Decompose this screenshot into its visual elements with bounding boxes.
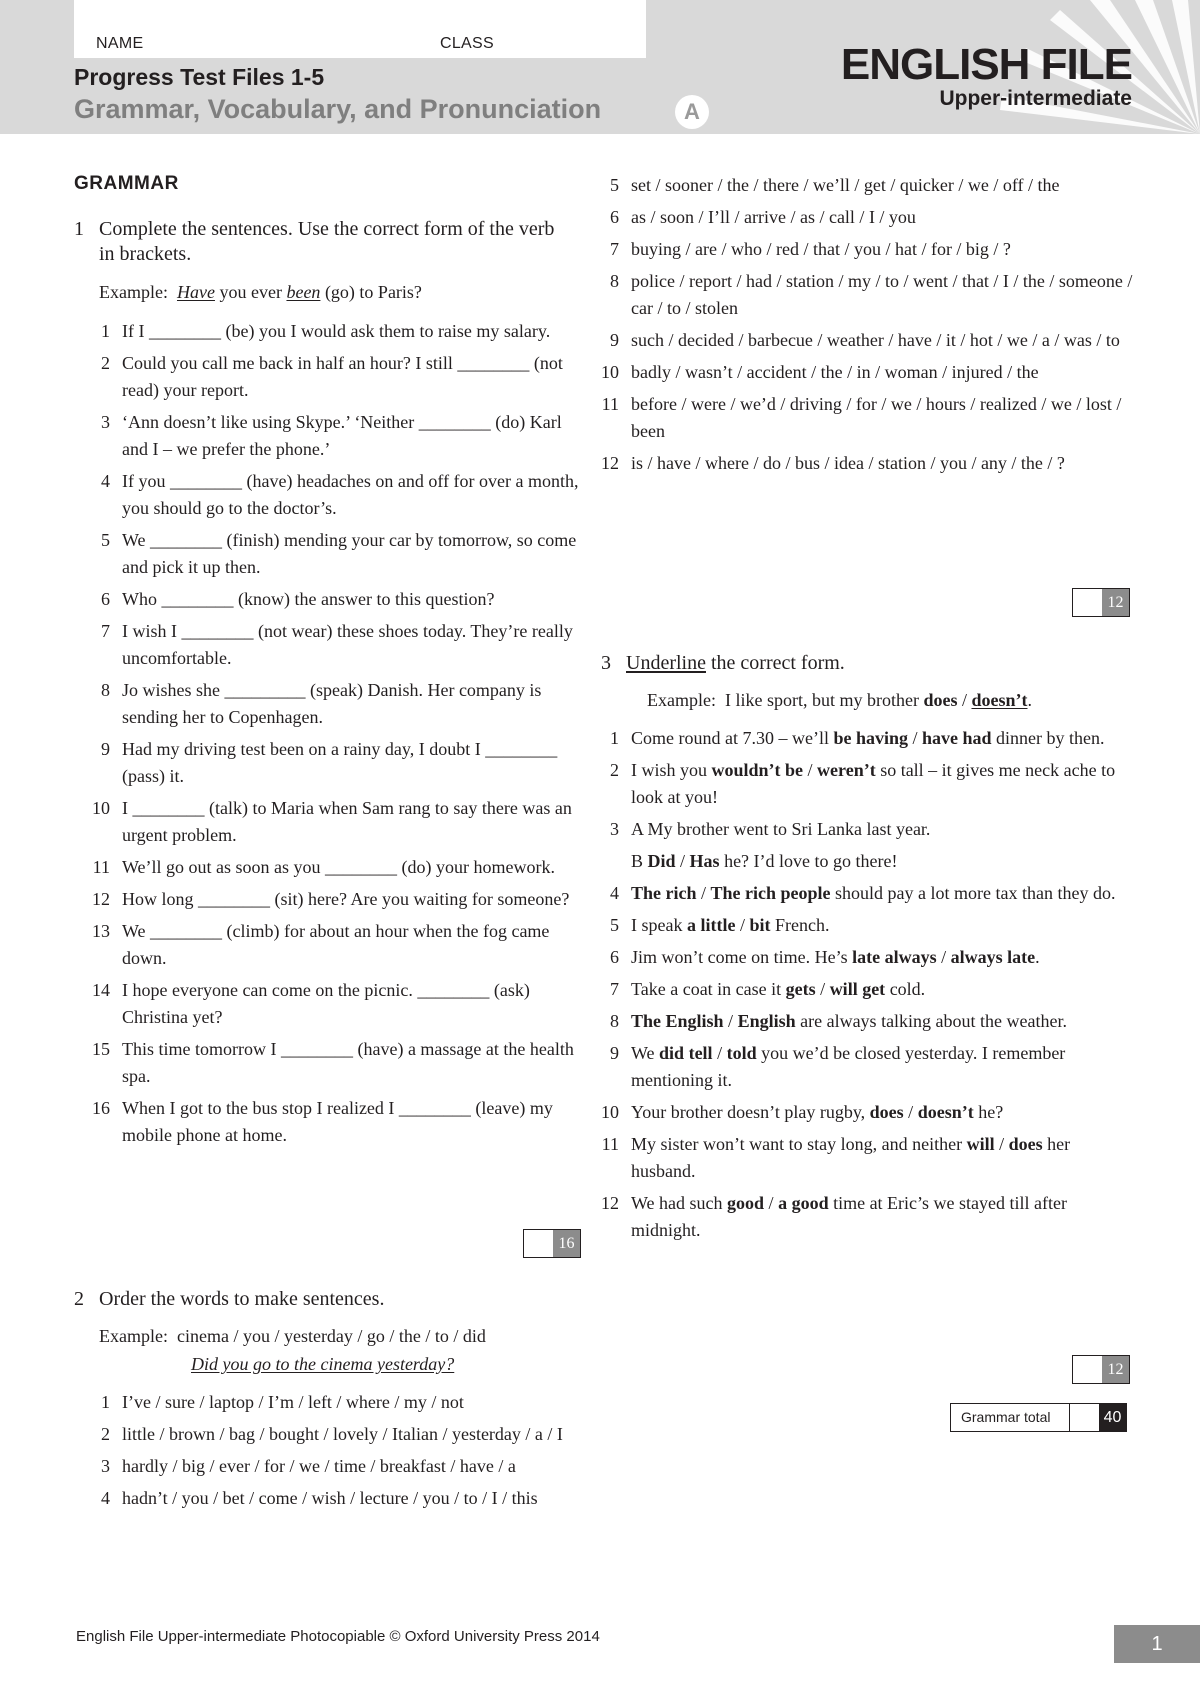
item-number: 7 bbox=[101, 621, 110, 641]
list-item bbox=[74, 1453, 584, 1480]
list-item bbox=[583, 944, 1133, 971]
list-item bbox=[583, 1131, 1133, 1185]
q1-score-box[interactable] bbox=[523, 1229, 581, 1258]
item-text: Take a coat in case it bbox=[631, 979, 786, 999]
item-number: 10 bbox=[92, 798, 110, 818]
list-item bbox=[583, 1008, 1133, 1035]
option-choice[interactable]: gets bbox=[785, 979, 816, 999]
option-choice[interactable]: The rich bbox=[631, 883, 697, 903]
item-number: 2 bbox=[101, 1424, 110, 1444]
item-text: / bbox=[675, 851, 690, 871]
option-choice[interactable]: have had bbox=[922, 728, 992, 748]
list-item bbox=[74, 795, 584, 849]
q3-score-box[interactable] bbox=[1072, 1355, 1130, 1384]
item-number: 2 bbox=[610, 760, 619, 780]
item-number: 8 bbox=[101, 680, 110, 700]
list-item bbox=[583, 391, 1133, 445]
brand-title: ENGLISH FILE bbox=[840, 40, 1132, 89]
list-item bbox=[583, 816, 1133, 843]
item-text: Could you call me back in half an hour? I still ________ (not read) your report. bbox=[122, 353, 563, 400]
item-text: Jo wishes she _________ (speak) Danish. Her company is sending her to Copenhagen. bbox=[122, 680, 542, 727]
option-choice[interactable]: doesn’t bbox=[917, 1102, 974, 1122]
list-item bbox=[74, 736, 584, 790]
item-text: I hope everyone can come on the picnic. ________ (ask) Christina yet? bbox=[122, 980, 530, 1027]
example-label: Example: bbox=[647, 690, 716, 710]
q3-item-list bbox=[583, 725, 1133, 1249]
example-answer-2: been bbox=[286, 282, 321, 302]
item-number: 3 bbox=[610, 819, 619, 839]
item-number: 4 bbox=[101, 471, 110, 491]
example-label: Example: bbox=[99, 282, 168, 302]
item-text: I wish you bbox=[631, 760, 712, 780]
item-text: French. bbox=[770, 915, 830, 935]
option-choice[interactable]: wouldn’t be bbox=[711, 760, 804, 780]
name-label: NAME bbox=[96, 35, 144, 52]
list-item bbox=[583, 359, 1133, 386]
item-number: 8 bbox=[610, 271, 619, 291]
example-words: cinema / you / yesterday / go / the / to / did bbox=[176, 1326, 486, 1346]
list-item bbox=[583, 976, 1133, 1003]
example-answer: Did you go to the cinema yesterday? bbox=[191, 1354, 455, 1374]
item-text: buying / are / who / red / that / you / hat / for / big / ? bbox=[631, 239, 1011, 259]
list-item bbox=[74, 1421, 584, 1448]
name-class-strip bbox=[74, 0, 646, 58]
item-number: 1 bbox=[610, 728, 619, 748]
list-item bbox=[583, 204, 1133, 231]
item-number: 13 bbox=[92, 921, 110, 941]
item-text: I’ve / sure / laptop / I’m / left / where / my / not bbox=[122, 1392, 464, 1412]
item-number: 9 bbox=[610, 1043, 619, 1063]
item-text: If I ________ (be) you I would ask them to raise my salary. bbox=[122, 321, 551, 341]
item-number: 11 bbox=[601, 1134, 619, 1154]
item-text: If you ________ (have) headaches on and off for over a month, you should go to the doctor’s. bbox=[122, 471, 579, 518]
version-badge: A bbox=[675, 95, 709, 129]
list-item bbox=[74, 977, 584, 1031]
example-sep: / bbox=[957, 690, 972, 710]
option-choice[interactable]: bit bbox=[749, 915, 771, 935]
list-item bbox=[583, 757, 1133, 811]
item-text: / bbox=[735, 915, 750, 935]
brand-level: Upper-intermediate bbox=[939, 87, 1132, 110]
item-text: My sister won’t want to stay long, and neither bbox=[631, 1134, 967, 1154]
item-text: I wish I ________ (not wear) these shoes today. They’re really uncomfortable. bbox=[122, 621, 573, 668]
item-number: 2 bbox=[101, 353, 110, 373]
item-number: 7 bbox=[610, 979, 619, 999]
item-text: / bbox=[994, 1134, 1009, 1154]
item-number: 10 bbox=[601, 362, 619, 382]
list-item bbox=[74, 409, 584, 463]
item-number: 4 bbox=[610, 883, 619, 903]
item-text: he? I’d love to go there! bbox=[719, 851, 898, 871]
item-text: badly / wasn’t / accident / the / in / woman / injured / the bbox=[631, 362, 1039, 382]
item-text: When I got to the bus stop I realized I ________ (leave) my mobile phone at home. bbox=[122, 1098, 553, 1145]
list-item bbox=[74, 854, 584, 881]
list-item bbox=[74, 1485, 584, 1512]
list-item bbox=[583, 725, 1133, 752]
item-text: hardly / big / ever / for / we / time / breakfast / have / a bbox=[122, 1456, 516, 1476]
option-choice[interactable]: The rich people bbox=[710, 883, 831, 903]
q2-example-answer bbox=[191, 1352, 454, 1377]
q1-example bbox=[99, 280, 422, 305]
q2-score-box[interactable] bbox=[1072, 588, 1130, 617]
item-text: dinner by then. bbox=[991, 728, 1105, 748]
item-number: 5 bbox=[101, 530, 110, 550]
item-text: he? bbox=[973, 1102, 1004, 1122]
item-text: I speak bbox=[631, 915, 687, 935]
option-choice[interactable]: always late bbox=[950, 947, 1036, 967]
list-item bbox=[74, 1389, 584, 1416]
item-text: before / were / we’d / driving / for / we / hours / realized / we / lost / been bbox=[631, 394, 1122, 441]
item-text: / bbox=[723, 1011, 738, 1031]
example-option-a: does bbox=[923, 690, 958, 710]
test-title: Progress Test Files 1-5 bbox=[74, 64, 325, 90]
list-item bbox=[583, 1099, 1133, 1126]
item-text: We ________ (climb) for about an hour when the fog came down. bbox=[122, 921, 550, 968]
item-text: little / brown / bag / bought / lovely / Italian / yesterday / a / I bbox=[122, 1424, 563, 1444]
q1-score-max: 16 bbox=[553, 1230, 580, 1257]
list-item bbox=[74, 350, 584, 404]
grammar-total-max: 40 bbox=[1099, 1404, 1126, 1431]
q1-heading bbox=[74, 217, 569, 267]
q2-example bbox=[99, 1324, 486, 1349]
item-text: / bbox=[803, 760, 818, 780]
item-number: 3 bbox=[101, 412, 110, 432]
item-text: ‘Ann doesn’t like using Skype.’ ‘Neither ________ (do) Karl and I – we prefer the phone.’ bbox=[122, 412, 562, 459]
list-item bbox=[74, 677, 584, 731]
q3-instruction-underline: Underline bbox=[626, 652, 706, 674]
item-text: you we’d be closed yesterday. I remember mentioning it. bbox=[631, 1043, 1066, 1090]
class-label: CLASS bbox=[440, 35, 494, 52]
item-number: 5 bbox=[610, 175, 619, 195]
item-text: Had my driving test been on a rainy day, I doubt I ________ (pass) it. bbox=[122, 739, 558, 786]
item-number: 6 bbox=[610, 947, 619, 967]
q3-score-max: 12 bbox=[1102, 1356, 1129, 1383]
item-text: / bbox=[903, 1102, 918, 1122]
item-number: 11 bbox=[92, 857, 110, 877]
item-text: . bbox=[1035, 947, 1040, 967]
list-item bbox=[583, 327, 1133, 354]
item-text: We’ll go out as soon as you ________ (do) your homework. bbox=[122, 857, 555, 877]
option-choice[interactable]: The English bbox=[631, 1011, 724, 1031]
item-text: time at Eric’s we stayed till after midnight. bbox=[631, 1193, 1067, 1240]
list-item bbox=[583, 880, 1133, 907]
q2-item-list-left bbox=[74, 1389, 584, 1517]
item-text: Come round at 7.30 – we’ll bbox=[631, 728, 834, 748]
item-text: should pay a lot more tax than they do. bbox=[830, 883, 1116, 903]
item-text: / bbox=[936, 947, 951, 967]
item-text: / bbox=[815, 979, 830, 999]
list-item bbox=[74, 618, 584, 672]
item-number: 1 bbox=[101, 1392, 110, 1412]
item-text: We had such bbox=[631, 1193, 728, 1213]
footer-copyright: English File Upper-intermediate Photocopiable © Oxford University Press 2014 bbox=[76, 1628, 600, 1645]
q3-number: 3 bbox=[601, 652, 611, 674]
example-answer-1: Have bbox=[176, 282, 215, 302]
option-choice[interactable]: did tell bbox=[659, 1043, 713, 1063]
list-item bbox=[74, 586, 584, 613]
item-number: 16 bbox=[92, 1098, 110, 1118]
list-item bbox=[74, 918, 584, 972]
q1-item-list bbox=[74, 318, 584, 1154]
item-number: 9 bbox=[101, 739, 110, 759]
option-choice[interactable]: Did bbox=[647, 851, 676, 871]
item-text: B bbox=[631, 851, 648, 871]
item-text: / bbox=[712, 1043, 727, 1063]
example-label: Example: bbox=[99, 1326, 168, 1346]
item-text: are always talking about the weather. bbox=[795, 1011, 1068, 1031]
q2-number: 2 bbox=[74, 1288, 84, 1310]
test-subtitle: Grammar, Vocabulary, and Pronunciation bbox=[74, 94, 602, 124]
item-number: 1 bbox=[101, 321, 110, 341]
grammar-total-box[interactable] bbox=[950, 1403, 1127, 1432]
list-item bbox=[74, 468, 584, 522]
item-number: 7 bbox=[610, 239, 619, 259]
q1-number: 1 bbox=[74, 218, 84, 240]
list-item bbox=[74, 527, 584, 581]
option-choice[interactable]: be having bbox=[833, 728, 908, 748]
item-text: Your brother doesn’t play rugby, bbox=[631, 1102, 870, 1122]
option-choice[interactable]: good bbox=[727, 1193, 765, 1213]
item-number: 12 bbox=[601, 453, 619, 473]
option-choice[interactable]: English bbox=[737, 1011, 796, 1031]
item-text: We bbox=[631, 1043, 660, 1063]
list-item bbox=[74, 886, 584, 913]
option-choice[interactable]: weren’t bbox=[817, 760, 876, 780]
list-item bbox=[583, 268, 1133, 322]
grammar-total-label: Grammar total bbox=[961, 1409, 1051, 1425]
item-text: / bbox=[764, 1193, 779, 1213]
option-choice[interactable]: does bbox=[1008, 1134, 1043, 1154]
list-item bbox=[583, 450, 1133, 477]
item-number: 3 bbox=[101, 1456, 110, 1476]
option-choice[interactable]: late always bbox=[852, 947, 937, 967]
page-number: 1 bbox=[1114, 1625, 1200, 1663]
example-text-end: . bbox=[1027, 690, 1032, 710]
example-text: you ever bbox=[214, 282, 287, 302]
item-text: as / soon / I’ll / arrive / as / call / I / you bbox=[631, 207, 916, 227]
q2-score-max: 12 bbox=[1102, 589, 1129, 616]
option-choice[interactable]: does bbox=[869, 1102, 904, 1122]
list-item bbox=[583, 1040, 1133, 1094]
option-choice[interactable]: a good bbox=[778, 1193, 829, 1213]
option-choice[interactable]: Has bbox=[689, 851, 720, 871]
item-text: set / sooner / the / there / we’ll / get / quicker / we / off / the bbox=[631, 175, 1060, 195]
item-text: Who ________ (know) the answer to this question? bbox=[122, 589, 495, 609]
list-item bbox=[74, 1036, 584, 1090]
item-text: How long ________ (sit) here? Are you waiting for someone? bbox=[122, 889, 570, 909]
item-text: hadn’t / you / bet / come / wish / lecture / you / to / I / this bbox=[122, 1488, 538, 1508]
item-text: / bbox=[908, 728, 923, 748]
item-number: 8 bbox=[610, 1011, 619, 1031]
list-item bbox=[74, 1095, 584, 1149]
list-item bbox=[583, 1190, 1133, 1244]
item-number: 11 bbox=[601, 394, 619, 414]
q3-instruction: the correct form. bbox=[705, 652, 845, 674]
q2-heading bbox=[74, 1287, 569, 1312]
item-number: 9 bbox=[610, 330, 619, 350]
q3-example bbox=[647, 688, 1032, 713]
item-text: Jim won’t come on time. He’s bbox=[631, 947, 853, 967]
item-text: such / decided / barbecue / weather / have / it / hot / we / a / was / to bbox=[631, 330, 1120, 350]
item-text: / bbox=[696, 883, 711, 903]
option-choice[interactable]: will get bbox=[829, 979, 886, 999]
item-number: 6 bbox=[610, 207, 619, 227]
grammar-heading: GRAMMAR bbox=[74, 173, 179, 194]
item-text: her husband. bbox=[631, 1134, 1071, 1181]
item-number: 12 bbox=[601, 1193, 619, 1213]
item-text: This time tomorrow I ________ (have) a massage at the health spa. bbox=[122, 1039, 574, 1086]
item-text: We ________ (finish) mending your car by tomorrow, so come and pick it up then. bbox=[122, 530, 577, 577]
option-choice[interactable]: will bbox=[966, 1134, 995, 1154]
item-text: police / report / had / station / my / to / went / that / I / the / someone / car / to / stolen bbox=[631, 271, 1133, 318]
item-text: is / have / where / do / bus / idea / station / you / any / the / ? bbox=[631, 453, 1065, 473]
option-choice[interactable]: told bbox=[726, 1043, 757, 1063]
item-text: so tall – it gives me neck ache to look at you! bbox=[631, 760, 1116, 807]
list-item bbox=[583, 848, 1133, 875]
item-text: I ________ (talk) to Maria when Sam rang to say there was an urgent problem. bbox=[122, 798, 572, 845]
list-item bbox=[583, 236, 1133, 263]
item-number: 12 bbox=[92, 889, 110, 909]
item-number: 5 bbox=[610, 915, 619, 935]
item-text: cold. bbox=[885, 979, 926, 999]
list-item bbox=[74, 318, 584, 345]
option-choice[interactable]: a little bbox=[686, 915, 736, 935]
item-number: 4 bbox=[101, 1488, 110, 1508]
example-option-b: doesn’t bbox=[971, 690, 1028, 710]
example-text: I like sport, but my brother bbox=[724, 690, 924, 710]
item-number: 6 bbox=[101, 589, 110, 609]
q2-item-list-right bbox=[583, 172, 1133, 482]
item-number: 10 bbox=[601, 1102, 619, 1122]
item-number: 14 bbox=[92, 980, 110, 1000]
list-item bbox=[583, 172, 1133, 199]
q2-instruction: Order the words to make sentences. bbox=[99, 1288, 385, 1310]
item-number: 15 bbox=[92, 1039, 110, 1059]
q1-instruction: Complete the sentences. Use the correct form of the verb in brackets. bbox=[99, 218, 555, 265]
q3-heading bbox=[601, 651, 1096, 676]
example-text-end: (go) to Paris? bbox=[320, 282, 422, 302]
grammar-total-score bbox=[1069, 1404, 1126, 1431]
item-text: A My brother went to Sri Lanka last year. bbox=[631, 819, 931, 839]
list-item bbox=[583, 912, 1133, 939]
